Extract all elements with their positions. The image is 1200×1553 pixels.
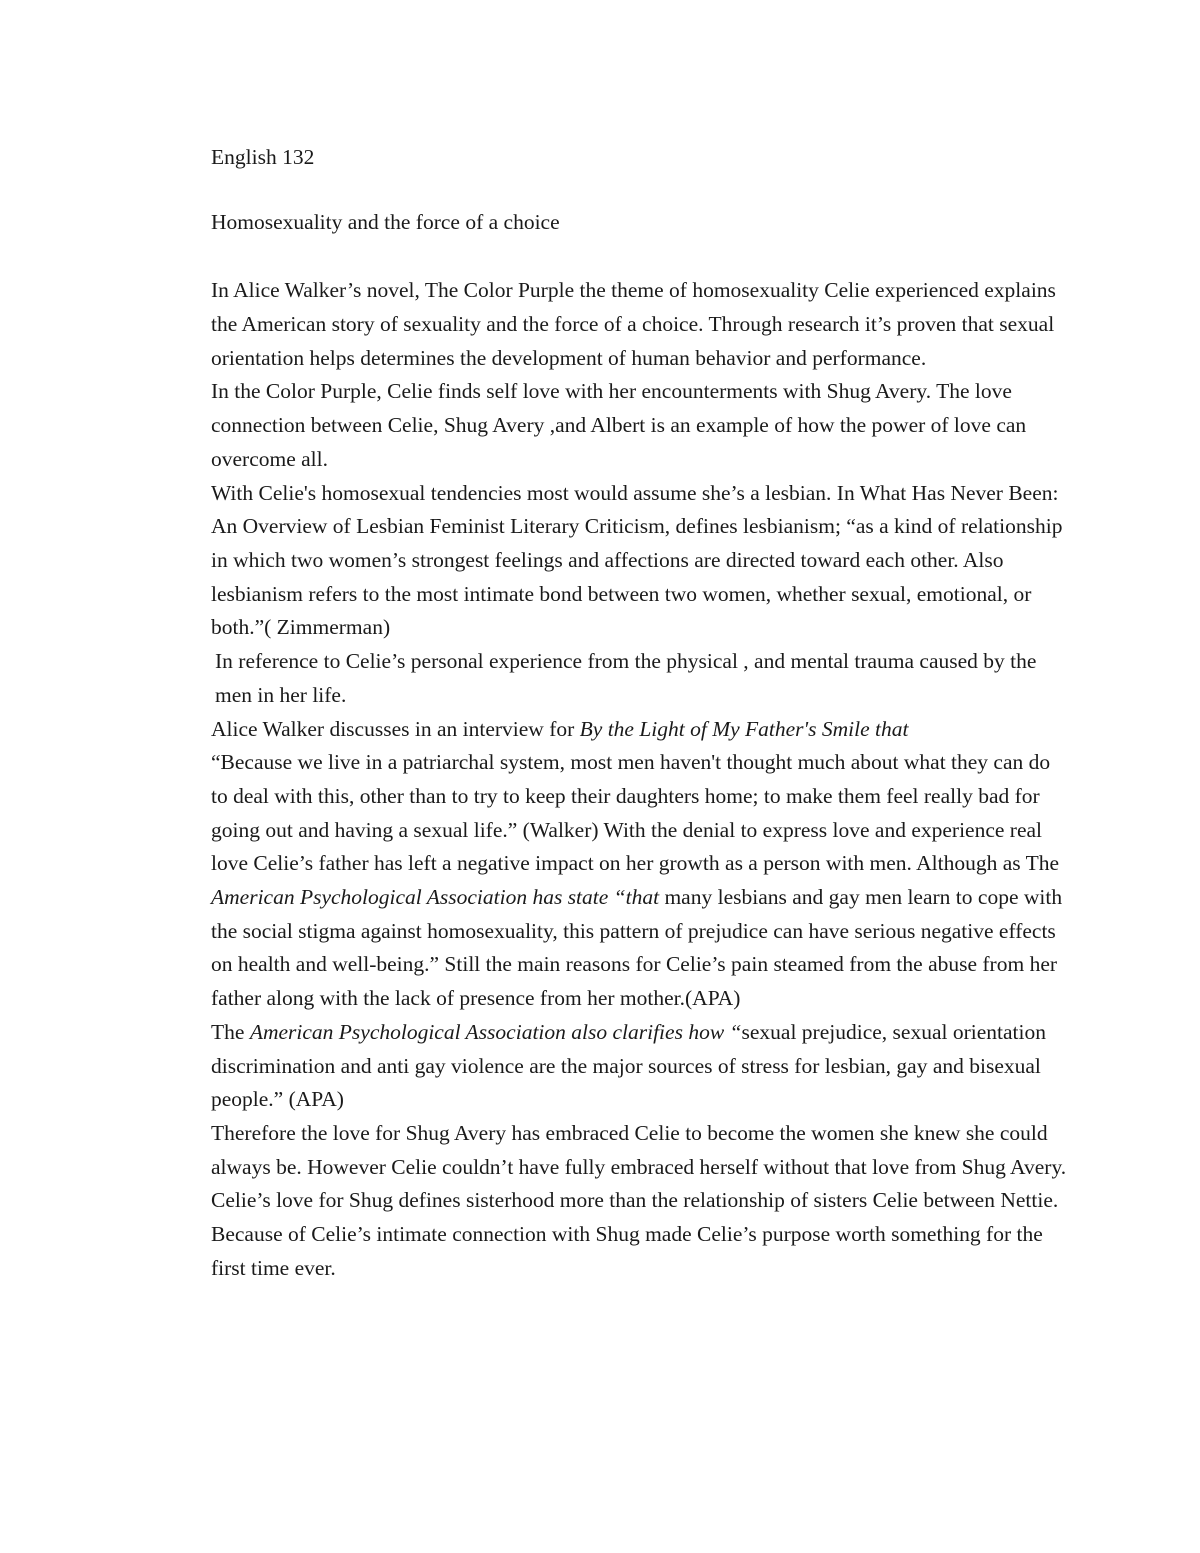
- paragraph-apa-clarifies: [211, 1016, 1071, 1117]
- essay-body: [211, 274, 1071, 1285]
- paragraph-lesbianism-definition: With Celie's homosexual tendencies most would assume she’s a lesbian. In What Has Never Been: An Overview of Lesbian Feminist Literary Criticism, defines lesbianism; “as a kind of relationship in which two women’s strongest feelings and affections are directed toward each other. Also lesbianism refers to the most intimate bond between two women, whether sexual, emotional, or both.”( Zimmerman): [211, 480, 1063, 640]
- paragraph-trauma: In reference to Celie’s personal experience from the physical , and mental trauma caused by the men in her life.: [215, 649, 1037, 707]
- paragraph-walker-quote: [211, 746, 1071, 1016]
- essay-title: Homosexuality and the force of a choice: [211, 209, 560, 234]
- walker-quote-text: “Because we live in a patriarchal system, most men haven't thought much about what they can do to deal with this, other than to try to keep their daughters home; to make them feel really bad for going out and having a sexual life.” (Walker) With the denial to express love and experience real love Celie’s father has left a negative impact on her growth as a person with men. Although as The: [211, 750, 1060, 876]
- apa-citation-italic: American Psychological Association has state “that: [211, 885, 660, 910]
- apa-clarifies-text: sexual prejudice, sexual orientation discrimination and anti gay violence are the major sources of stress for lesbian, gay and bisexual people.” (APA): [211, 1019, 1046, 1112]
- paragraph-self-love: In the Color Purple, Celie finds self love with her encounterments with Shug Avery. The love connection between Celie, Shug Avery ,and Albert is an example of how the power of love can overcome all.: [211, 379, 1027, 471]
- paragraph-conclusion: Therefore the love for Shug Avery has embraced Celie to become the women she knew she could always be. However Celie couldn’t have fully embraced herself without that love from Shug Avery. Celie’s love for Shug defines sisterhood more than the relationship of sisters Celie between Nettie. Because of Celie’s intimate connection with Shug made Celie’s purpose worth something for the first time ever.: [211, 1120, 1067, 1280]
- apa-lead: The: [211, 1019, 250, 1044]
- apa-clarifies-italic: American Psychological Association also clarifies how “: [249, 1019, 742, 1044]
- paragraph-interview-intro: [211, 713, 1071, 747]
- book-title: By the Light of My Father's Smile that: [579, 716, 909, 741]
- paragraph-intro: In Alice Walker’s novel, The Color Purple the theme of homosexuality Celie experienced explains the American story of sexuality and the force of a choice. Through research it’s proven that sexual orientation helps determines the development of human behavior and performance.: [211, 278, 1056, 370]
- document-page: [211, 141, 1071, 1285]
- apa-quote-text: many lesbians and gay men learn to cope with the social stigma against homosexuality, this pattern of prejudice can have serious negative effects on health and well-being.” Still the main reasons for Celie’s pain steamed from the abuse from her father along with the lack of presence from her mother.(APA): [211, 885, 1063, 1011]
- course-label: English 132: [211, 145, 315, 169]
- interview-intro-text: Alice Walker discusses in an interview for: [211, 716, 580, 741]
